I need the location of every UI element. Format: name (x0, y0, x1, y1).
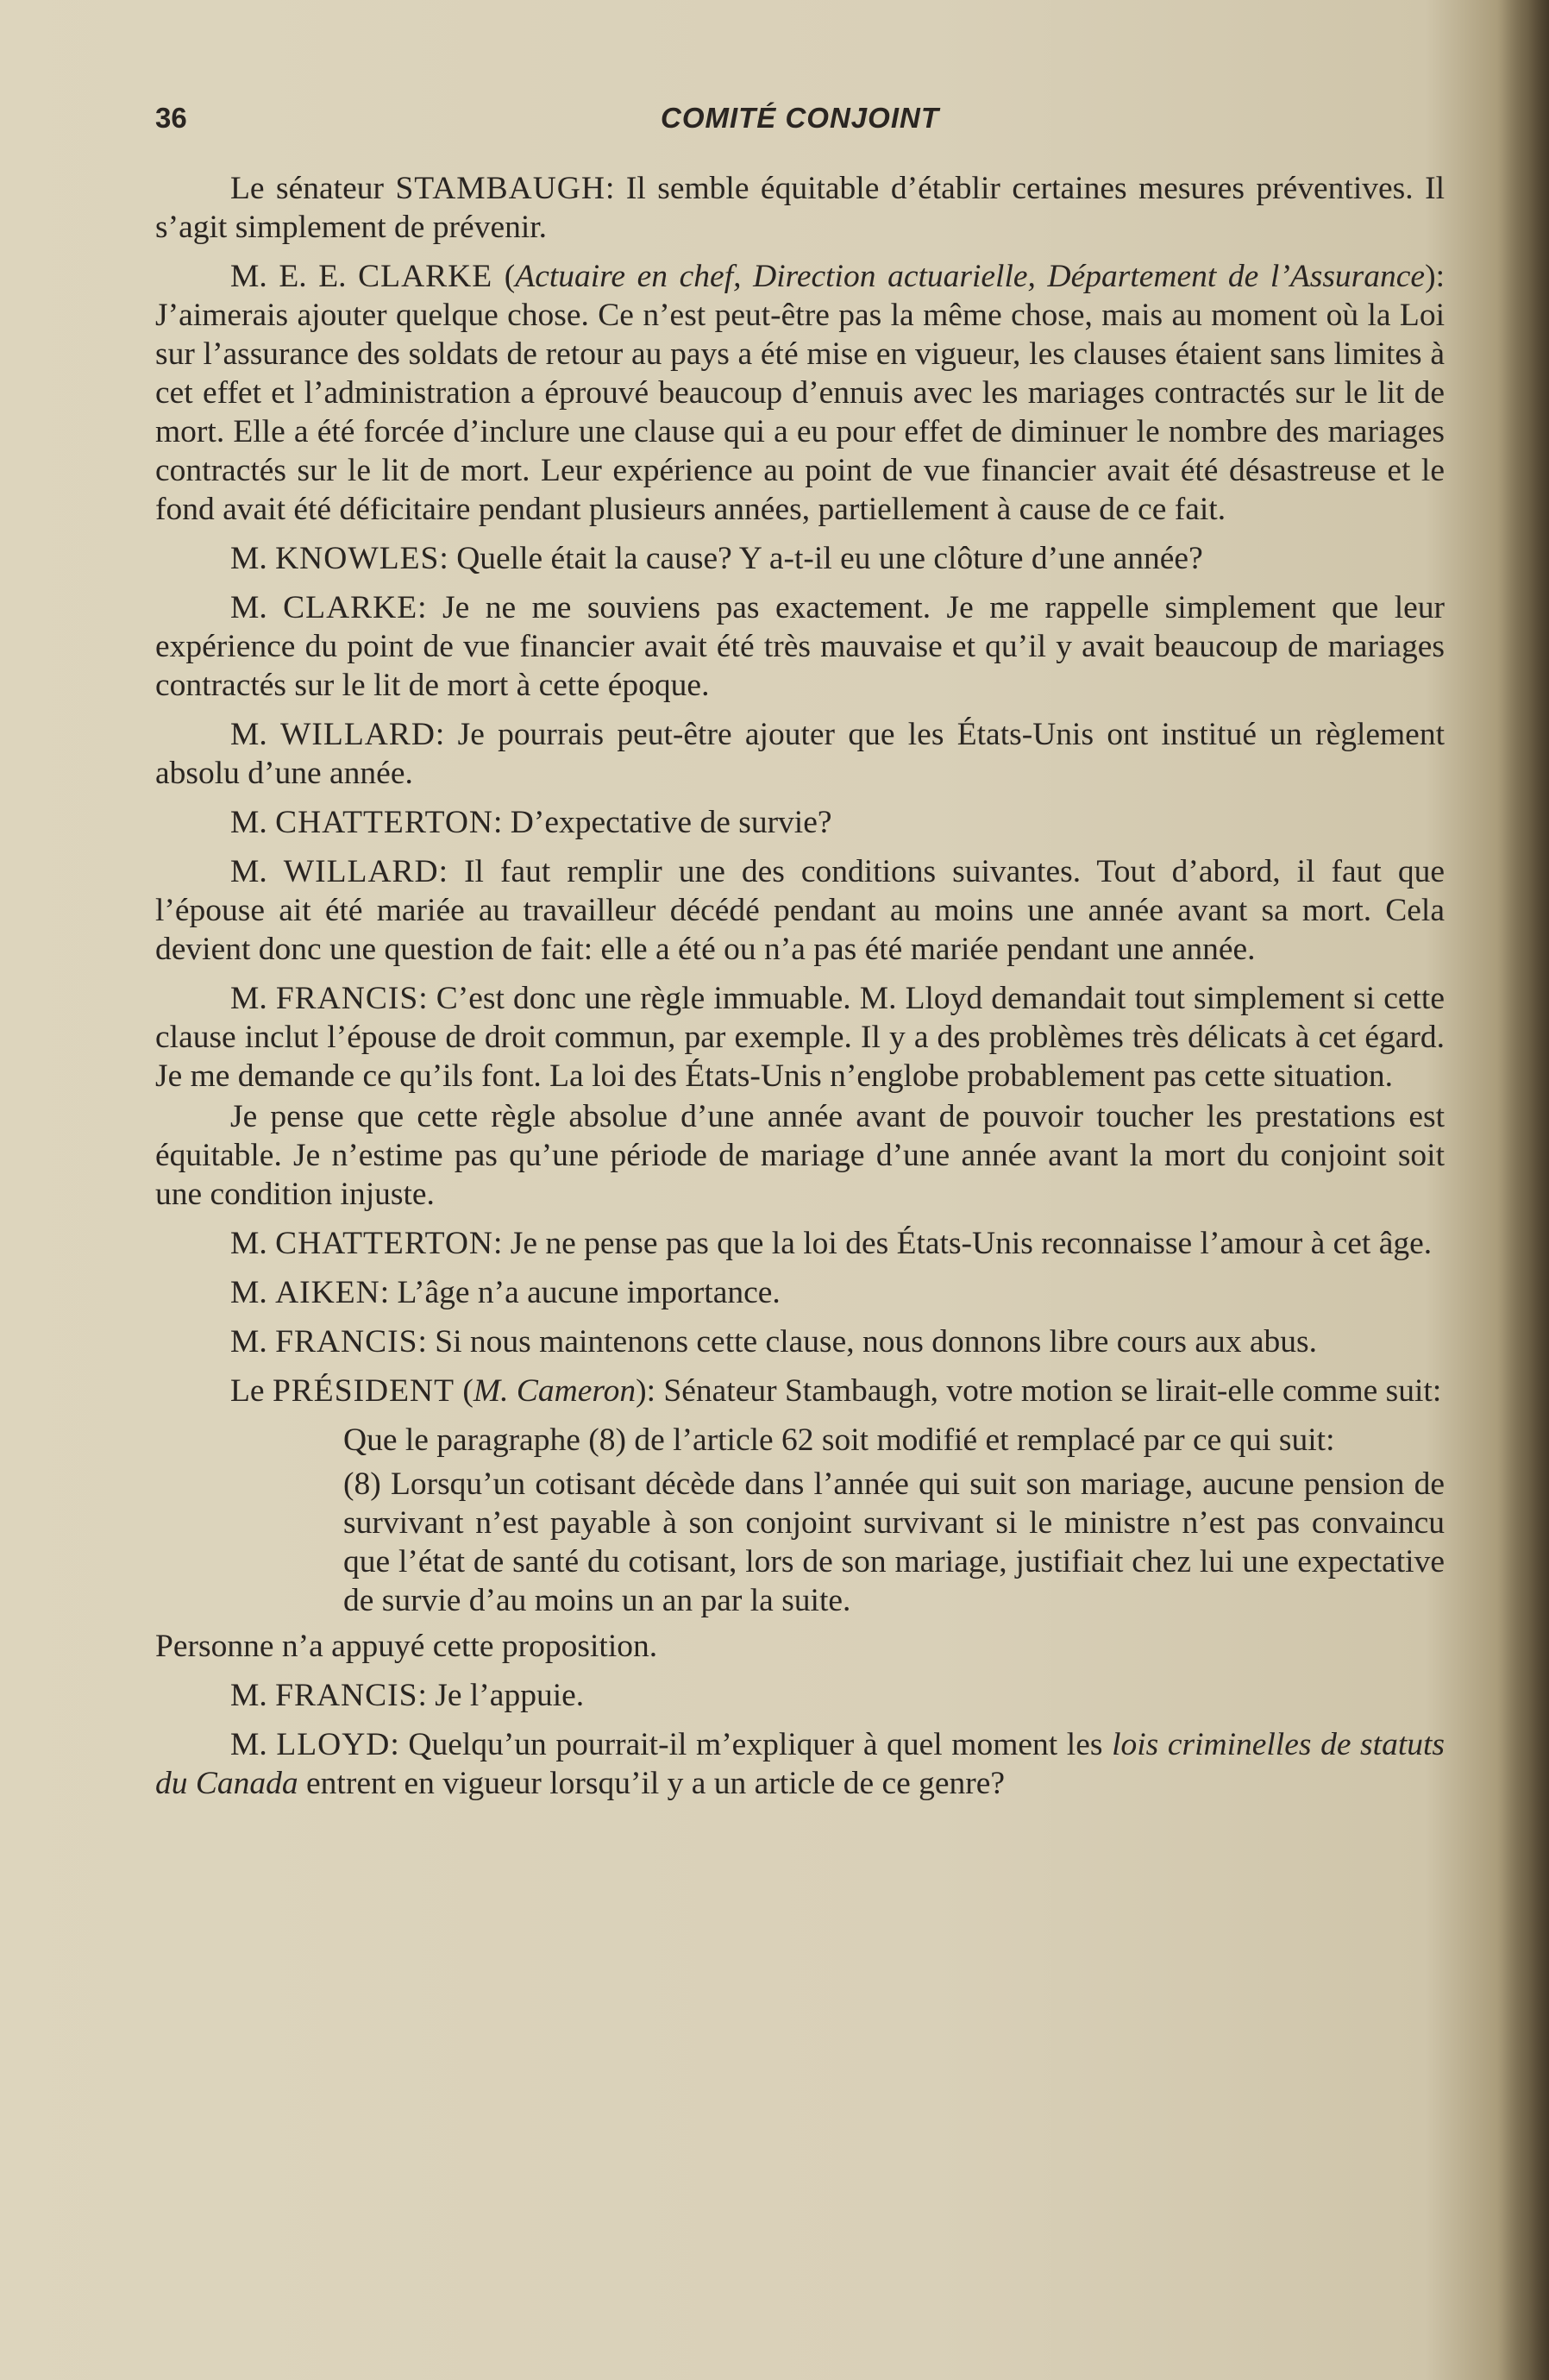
paragraph (155, 1097, 1445, 1214)
paragraph (155, 169, 1445, 247)
paragraph (155, 1322, 1445, 1361)
paragraph (155, 1224, 1445, 1263)
paren-open: ( (455, 1373, 473, 1409)
paragraph-text: ): J’aimerais ajouter quelque chose. Ce n’est peut-être pas la même chose, mais au moment où la Loi sur l’assurance des soldats de retour au pays a été mise en vigueur, les clauses étaient sans limites à cet effet et l’administration a éprouvé beaucoup d’ennuis avec les mariages contractés sur le lit de mort. Elle a été forcée d’inclure une clause qui a eu pour effet de diminuer le nombre des mariages contractés sur le lit de mort. Leur expérience au point de vue financier avait été désastreuse et le fond avait été déficitaire pendant plusieurs années, partiellement à cause de ce fait. (155, 259, 1445, 527)
speaker-name: CLARKE (358, 259, 493, 294)
quote-paragraph: Que le paragraphe (8) de l’article 62 soit modifié et remplacé par ce qui suit: (343, 1422, 1335, 1458)
paragraph-text: Personne n’a appuyé cette proposition. (155, 1629, 658, 1664)
paragraph (155, 1372, 1445, 1410)
paragraph-text: : L’âge n’a aucune importance. (379, 1275, 781, 1310)
speaker-name: PRÉSIDENT (272, 1373, 455, 1409)
speaker-role: Actuaire en chef, Direction actuarielle, Département de l’Assurance (515, 259, 1426, 294)
paragraph-text: : Je ne pense pas que la loi des États-Unis reconnaisse l’amour à cet âge. (492, 1226, 1433, 1261)
quote-paragraph: (8) Lorsqu’un cotisant décède dans l’année qui suit son mariage, aucune pension de survivant n’est payable à son conjoint survivant si le ministre n’est pas convaincu que l’état de santé du cotisant, lors de son mariage, justifiait chez lui une expectative de survie d’au moins un an par la suite. (343, 1466, 1445, 1618)
speaker-name: FRANCIS (275, 1678, 418, 1713)
speaker-name: STAMBAUGH (395, 171, 605, 206)
speaker-prefix: M. (230, 717, 281, 752)
paragraph (155, 257, 1445, 529)
speaker-prefix: M. (230, 1226, 276, 1261)
paragraph (155, 588, 1445, 705)
paragraph (155, 1676, 1445, 1715)
paren-open: ( (492, 259, 516, 294)
paragraph (155, 852, 1445, 969)
speaker-prefix: M. (230, 805, 276, 840)
body-text (155, 169, 1445, 1813)
paragraph-text: : Il semble équitable d’établir certaines mesures préventives. Il s’agit simplement de prévenir. (155, 171, 1446, 245)
statute-title: lois criminelles de statuts du Canada (155, 1727, 1446, 1801)
paragraph-text: : Je ne me souviens pas exactement. Je me rappelle simplement que leur expérience du point de vue financier avait été très mauvaise et qu’il y avait beaucoup de mariages contractés sur le lit de mort à cette époque. (155, 590, 1445, 703)
speaker-prefix: M. (230, 1678, 276, 1713)
speaker-prefix: M. E. E. (230, 259, 359, 294)
speaker-prefix: M. (230, 854, 284, 889)
paragraph (155, 803, 1445, 842)
page-number: 36 (155, 102, 187, 134)
paragraph-text: : Il faut remplir une des conditions suivantes. Tout d’abord, il faut que l’épouse ait été mariée au travailleur décédé pendant au moins une année avant sa mort. Cela devient donc une question de fait: elle a été ou n’a pas été mariée pendant une année. (155, 854, 1446, 967)
paragraph-text: : D’expectative de survie? (492, 805, 832, 840)
paragraph-text: ): Sénateur Stambaugh, votre motion se lirait-elle comme suit: (636, 1373, 1442, 1409)
paragraph (155, 1273, 1445, 1312)
paragraph (155, 1725, 1445, 1803)
speaker-role: M. Cameron (473, 1373, 637, 1409)
speaker-name: CLARKE (283, 590, 418, 625)
speaker-prefix: M. (230, 1275, 276, 1310)
paragraph-text: : C’est donc une règle immuable. M. Lloyd demandait tout simplement si cette clause inclut l’épouse de droit commun, par exemple. Il y a des problèmes très délicats à cet égard. Je me demande ce qu’ils font. La loi des États-Unis n’englobe probablement pas cette situation. (155, 981, 1445, 1094)
speaker-prefix: M. (230, 590, 284, 625)
page-header (155, 102, 1445, 145)
book-spine-shadow (1497, 0, 1549, 2380)
speaker-name: WILLARD (283, 854, 439, 889)
paragraph-text: : Si nous maintenons cette clause, nous donnons libre cours aux abus. (417, 1324, 1318, 1360)
speaker-prefix: M. (230, 1727, 277, 1762)
paragraph (155, 715, 1445, 793)
paragraph-text: : Quelqu’un pourrait-il m’expliquer à quel moment les (390, 1727, 1113, 1762)
speaker-name: KNOWLES (275, 541, 440, 576)
speaker-prefix: M. (230, 541, 276, 576)
speaker-prefix: M. (230, 981, 276, 1016)
paragraph-text: Je pense que cette règle absolue d’une année avant de pouvoir toucher les prestations est équitable. Je n’estime pas qu’une période de mariage d’une année avant la mort du conjoint soit une condition injuste. (155, 1099, 1445, 1212)
paragraph (155, 1627, 1445, 1666)
speaker-name: AIKEN (275, 1275, 380, 1310)
speaker-name: CHATTERTON (275, 805, 493, 840)
speaker-prefix: M. (230, 1324, 276, 1360)
paragraph-text: : Quelle était la cause? Y a-t-il eu une clôture d’une année? (439, 541, 1203, 576)
speaker-prefix: Le (230, 1373, 273, 1409)
speaker-prefix: Le sénateur (230, 171, 396, 206)
paragraph-text: : Je l’appuie. (417, 1678, 585, 1713)
paragraph (155, 979, 1445, 1096)
speaker-name: LLOYD (276, 1727, 391, 1762)
paragraph-text: : Je pourrais peut-être ajouter que les États-Unis ont institué un règlement absolu d’une année. (155, 717, 1445, 791)
speaker-name: FRANCIS (275, 1324, 418, 1360)
motion-quote (155, 1421, 1445, 1620)
paragraph-text: entrent en vigueur lorsqu’il y a un article de ce genre? (298, 1766, 1006, 1801)
speaker-name: WILLARD (280, 717, 436, 752)
speaker-name: CHATTERTON (275, 1226, 493, 1261)
running-title: COMITÉ CONJOINT (660, 102, 939, 134)
paragraph (155, 539, 1445, 578)
speaker-name: FRANCIS (275, 981, 419, 1016)
